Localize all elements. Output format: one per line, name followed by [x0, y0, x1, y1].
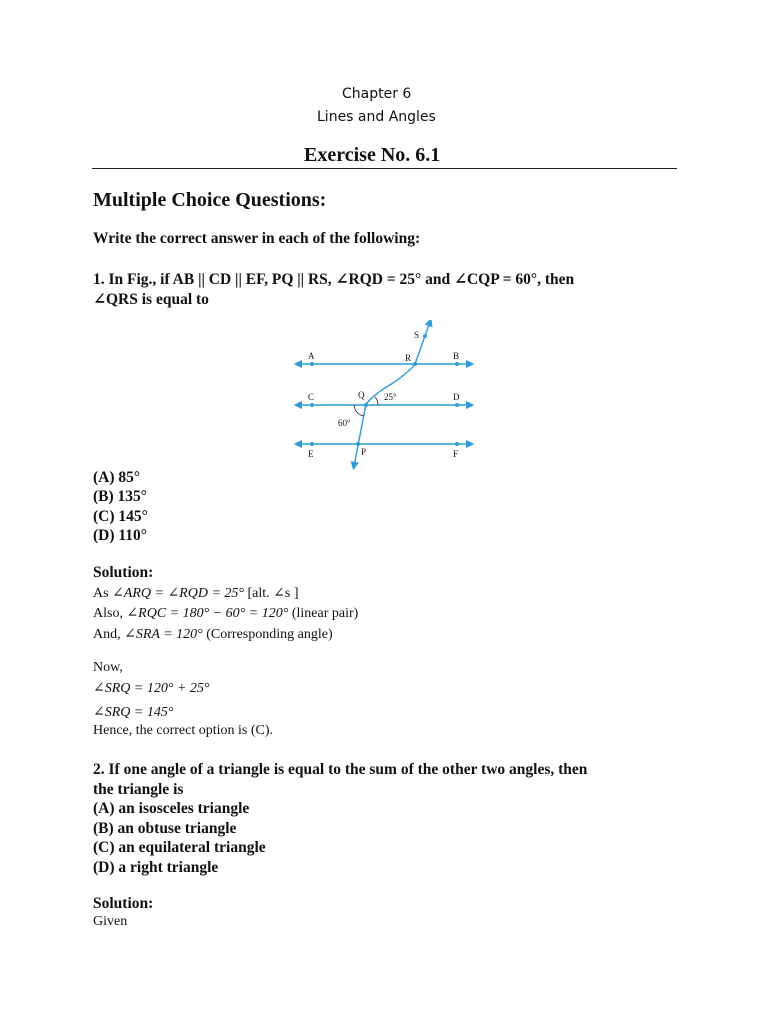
q1-solution-line-3: And, ∠SRA = 120° (Corresponding angle)	[93, 627, 333, 642]
instruction: Write the correct answer in each of the following:	[93, 230, 421, 247]
q1-option-c: (C) 145°	[93, 508, 148, 525]
section-heading: Multiple Choice Questions:	[93, 189, 327, 211]
label-a: A	[308, 351, 315, 361]
question-1-line-1: 1. In Fig., if AB || CD || EF, PQ || RS, ∠RQD = 25° and ∠CQP = 60°, then	[93, 271, 575, 288]
question-1-line-2: ∠QRS is equal to	[93, 291, 209, 308]
q1-option-b: (B) 135°	[93, 488, 147, 505]
angle-arc-25	[375, 397, 378, 405]
q2-option-a: (A) an isosceles triangle	[93, 800, 250, 817]
header-divider	[92, 168, 677, 169]
transversal-rs	[415, 322, 430, 364]
q2-solution-given: Given	[93, 914, 128, 929]
label-angle-25: 25°	[384, 392, 397, 402]
q1-option-a: (A) 85°	[93, 469, 141, 486]
label-e: E	[308, 449, 314, 459]
label-s: S	[414, 330, 420, 340]
q1-solution-label: Solution:	[93, 564, 154, 581]
q1-solution-now: Now,	[93, 660, 123, 675]
label-c: C	[308, 392, 315, 402]
label-p: P	[361, 447, 367, 457]
question-2-line-1: 2. If one angle of a triangle is equal to the sum of the other two angles, then	[93, 761, 588, 778]
label-angle-60: 60°	[338, 418, 351, 428]
angle-arc-60	[354, 405, 364, 416]
q1-option-d: (D) 110°	[93, 527, 147, 544]
label-r: R	[405, 353, 412, 363]
q1-solution-eq-1: ∠SRQ = 120° + 25°	[93, 681, 210, 696]
q1-solution-line-2: Also, ∠RQC = 180° − 60° = 120° (linear pair)	[93, 606, 359, 621]
label-d: D	[453, 392, 460, 402]
label-f: F	[453, 449, 459, 459]
chapter-number: Chapter 6	[342, 86, 412, 102]
q2-solution-label: Solution:	[93, 895, 154, 912]
label-b: B	[453, 351, 460, 361]
q2-option-b: (B) an obtuse triangle	[93, 820, 237, 837]
parallel-lines-figure	[290, 320, 480, 470]
q1-solution-eq-2: ∠SRQ = 145°	[93, 705, 174, 720]
q1-solution-conclusion: Hence, the correct option is (C).	[93, 723, 273, 738]
question-2-line-2: the triangle is	[93, 781, 184, 798]
q2-option-c: (C) an equilateral triangle	[93, 839, 266, 856]
exercise-title: Exercise No. 6.1	[304, 144, 441, 166]
q2-option-d: (D) a right triangle	[93, 859, 219, 876]
label-q: Q	[358, 390, 365, 400]
chapter-title: Lines and Angles	[317, 109, 436, 125]
q1-solution-line-1: As ∠ARQ = ∠RQD = 25° [alt. ∠s ]	[93, 586, 299, 601]
